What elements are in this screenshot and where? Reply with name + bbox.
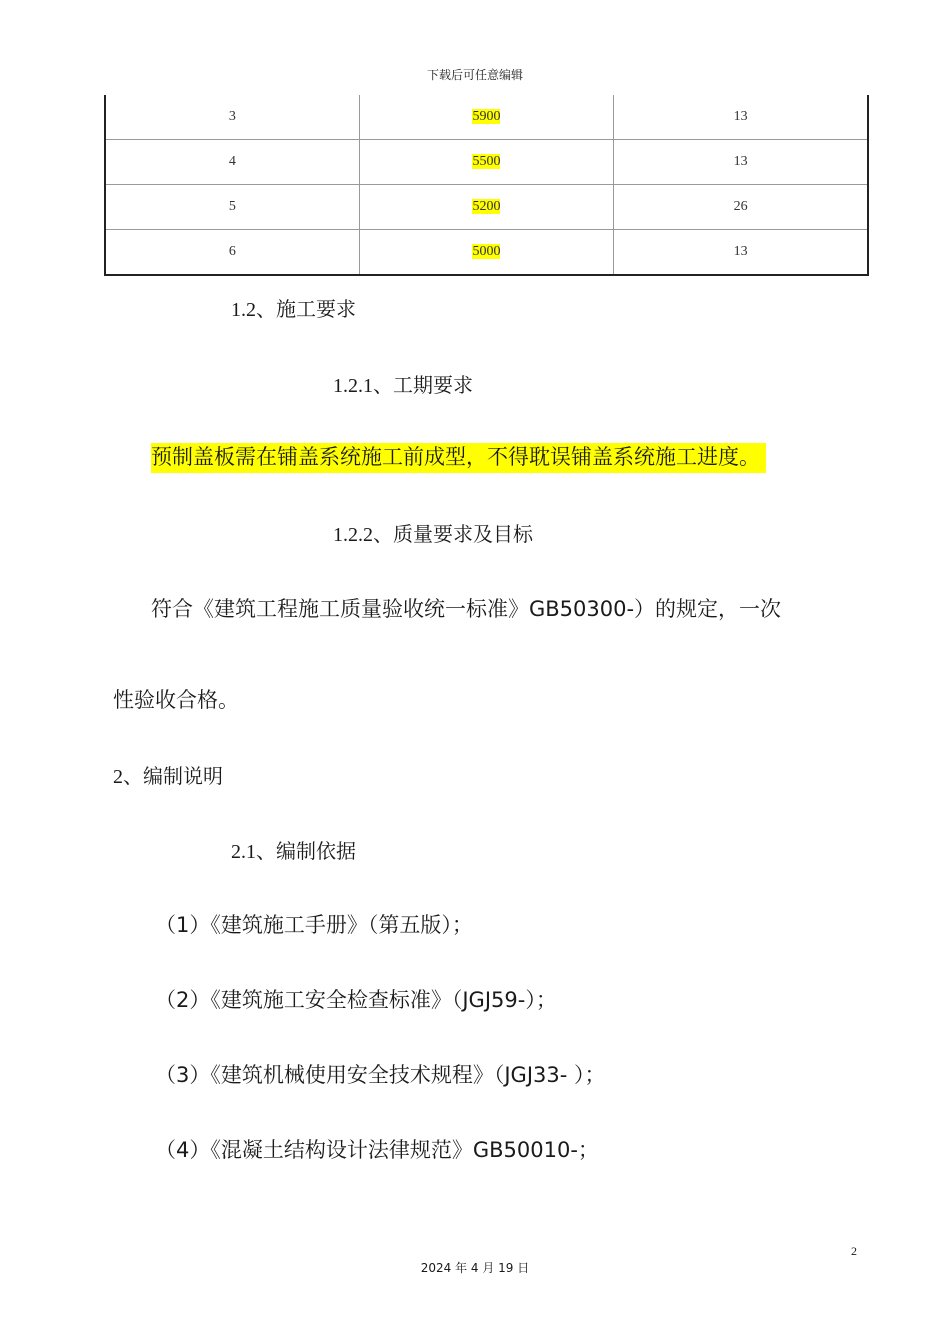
schedule-requirement: [151, 441, 766, 471]
section-title: 施工要求: [276, 297, 356, 321]
table-row: [105, 185, 868, 230]
table-cell: 5: [105, 185, 359, 230]
table-cell: 13: [614, 230, 868, 276]
section-separator: 、: [256, 839, 276, 863]
highlighted-value: 5500: [472, 154, 501, 169]
section-number: 2: [113, 766, 123, 788]
section-number: 1.2.1: [333, 375, 373, 397]
page-number: 2: [851, 1244, 857, 1258]
highlighted-value: 5900: [472, 109, 501, 124]
section-heading-2-1: [231, 835, 356, 864]
table-cell: [359, 95, 613, 140]
table-row: [105, 140, 868, 185]
table-row: [105, 95, 868, 140]
table-cell: 3: [105, 95, 359, 140]
table-cell: [359, 140, 613, 185]
section-separator: 、: [123, 764, 143, 788]
section-heading-1-2: [231, 293, 356, 322]
section-separator: 、: [256, 297, 276, 321]
section-heading-1-2-1: [333, 369, 473, 398]
basis-item: （4）《混凝土结构设计法律规范》GB50010-；: [155, 1138, 599, 1162]
section-number: 1.2: [231, 299, 256, 321]
table-row: [105, 230, 868, 276]
basis-item: （3）《建筑机械使用安全技术规程》（JGJ33- ）；: [155, 1063, 606, 1087]
highlighted-sentence: 预制盖板需在铺盖系统施工前成型，不得耽误铺盖系统施工进度。: [151, 443, 766, 473]
section-title: 工期要求: [393, 373, 473, 397]
section-heading-2: [113, 760, 223, 789]
table-cell: [359, 230, 613, 276]
section-separator: 、: [373, 373, 393, 397]
section-separator: 、: [373, 522, 393, 546]
footer-date: 2024 年 4 月 19 日: [420, 1261, 530, 1275]
section-heading-1-2-2: [333, 518, 533, 547]
table-cell: [359, 185, 613, 230]
page-header-note: 下载后可任意编辑: [426, 68, 523, 82]
section-title: 质量要求及目标: [393, 522, 533, 546]
table-cell: 13: [614, 140, 868, 185]
highlighted-value: 5000: [472, 244, 501, 259]
section-number: 1.2.2: [333, 524, 373, 546]
table-cell: 6: [105, 230, 359, 276]
data-table: [104, 95, 869, 276]
table-cell: 26: [614, 185, 868, 230]
section-title: 编制依据: [276, 839, 356, 863]
quality-text-line-1: 符合《建筑工程施工质量验收统一标准》GB50300-）的规定，一次: [151, 597, 782, 621]
section-title: 编制说明: [143, 764, 223, 788]
basis-item: （1）《建筑施工手册》（第五版）；: [155, 913, 473, 937]
section-number: 2.1: [231, 841, 256, 863]
table-cell: 4: [105, 140, 359, 185]
table-cell: 13: [614, 95, 868, 140]
highlighted-value: 5200: [472, 199, 501, 214]
quality-text-line-2: 性验收合格。: [113, 688, 239, 712]
basis-item: （2）《建筑施工安全检查标准》（JGJ59-）；: [155, 988, 557, 1012]
